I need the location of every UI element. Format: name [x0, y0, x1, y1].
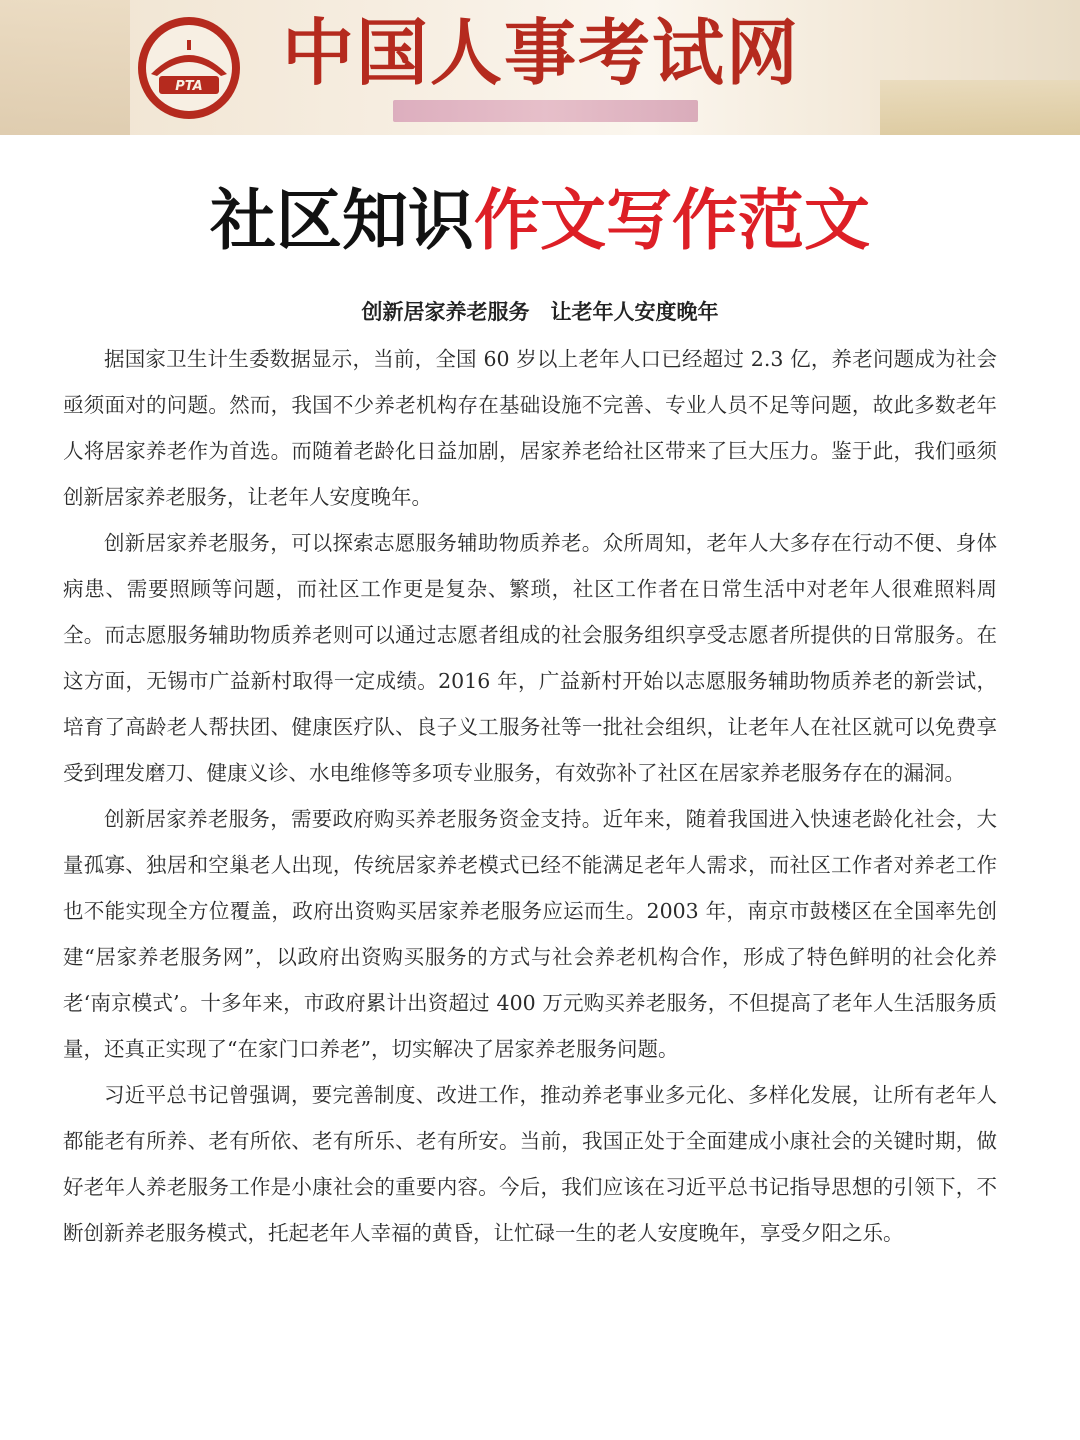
page-title-part2: 作文写作范文: [474, 182, 870, 259]
essay-heading: 创新居家养老服务 让老年人安度晚年: [361, 299, 719, 324]
pta-logo: [135, 14, 243, 122]
banner-background-left: [0, 0, 130, 135]
header-banner: [0, 0, 1080, 135]
essay-paragraph: 据国家卫生计生委数据显示，当前，全国 60 岁以上老年人口已经超过 2.3 亿，养老问题成为社会亟须面对的问题。然而，我国不少养老机构存在基础设施不完善、专业人员不足等问题，故此多数老年人将居家养老作为首选。而随着老龄化日益加剧，居家养老给社区带来了巨大压力。鉴于此，我们亟须创新居家养老服务，让老年人安度晚年。: [63, 347, 997, 509]
page-title: [0, 176, 1080, 266]
site-name: 中国人事考试网: [282, 11, 801, 95]
redacted-bar: [393, 100, 698, 122]
essay-body: [63, 336, 997, 1256]
logo-text: PTA: [175, 79, 203, 94]
page-title-part1: 社区知识: [210, 182, 474, 259]
essay-paragraph: 创新居家养老服务，可以探索志愿服务辅助物质养老。众所周知，老年人大多存在行动不便、身体病患、需要照顾等问题，而社区工作更是复杂、繁琐，社区工作者在日常生活中对老年人很难照料周全。而志愿服务辅助物质养老则可以通过志愿者组成的社会服务组织享受志愿者所提供的日常服务。在这方面，无锡市广益新村取得一定成绩。2016 年，广益新村开始以志愿服务辅助物质养老的新尝试，培育了高龄老人帮扶团、健康医疗队、良子义工服务社等一批社会组织，让老年人在社区就可以免费享受到理发磨刀、健康义诊、水电维修等多项专业服务，有效弥补了社区在居家养老服务存在的漏洞。: [63, 531, 997, 785]
banner-background-right: [880, 80, 1080, 135]
essay-paragraph: 习近平总书记曾强调，要完善制度、改进工作，推动养老事业多元化、多样化发展，让所有老年人都能老有所养、老有所依、老有所乐、老有所安。当前，我国正处于全面建成小康社会的关键时期，做好老年人养老服务工作是小康社会的重要内容。今后，我们应该在习近平总书记指导思想的引领下，不断创新养老服务模式，托起老年人幸福的黄昏，让忙碌一生的老人安度晚年，享受夕阳之乐。: [63, 1083, 997, 1245]
essay-paragraph: 创新居家养老服务，需要政府购买养老服务资金支持。近年来，随着我国进入快速老龄化社会，大量孤寡、独居和空巢老人出现，传统居家养老模式已经不能满足老年人需求，而社区工作者对养老工作也不能实现全方位覆盖，政府出资购买居家养老服务应运而生。2003 年，南京市鼓楼区在全国率先创建“居家养老服务网”，以政府出资购买服务的方式与社会养老机构合作，形成了特色鲜明的社会化养老‘南京模式’。十多年来，市政府累计出资超过 400 万元购买养老服务，不但提高了老年人生活服务质量，还真正实现了“在家门口养老”，切实解决了居家养老服务问题。: [63, 807, 997, 1061]
